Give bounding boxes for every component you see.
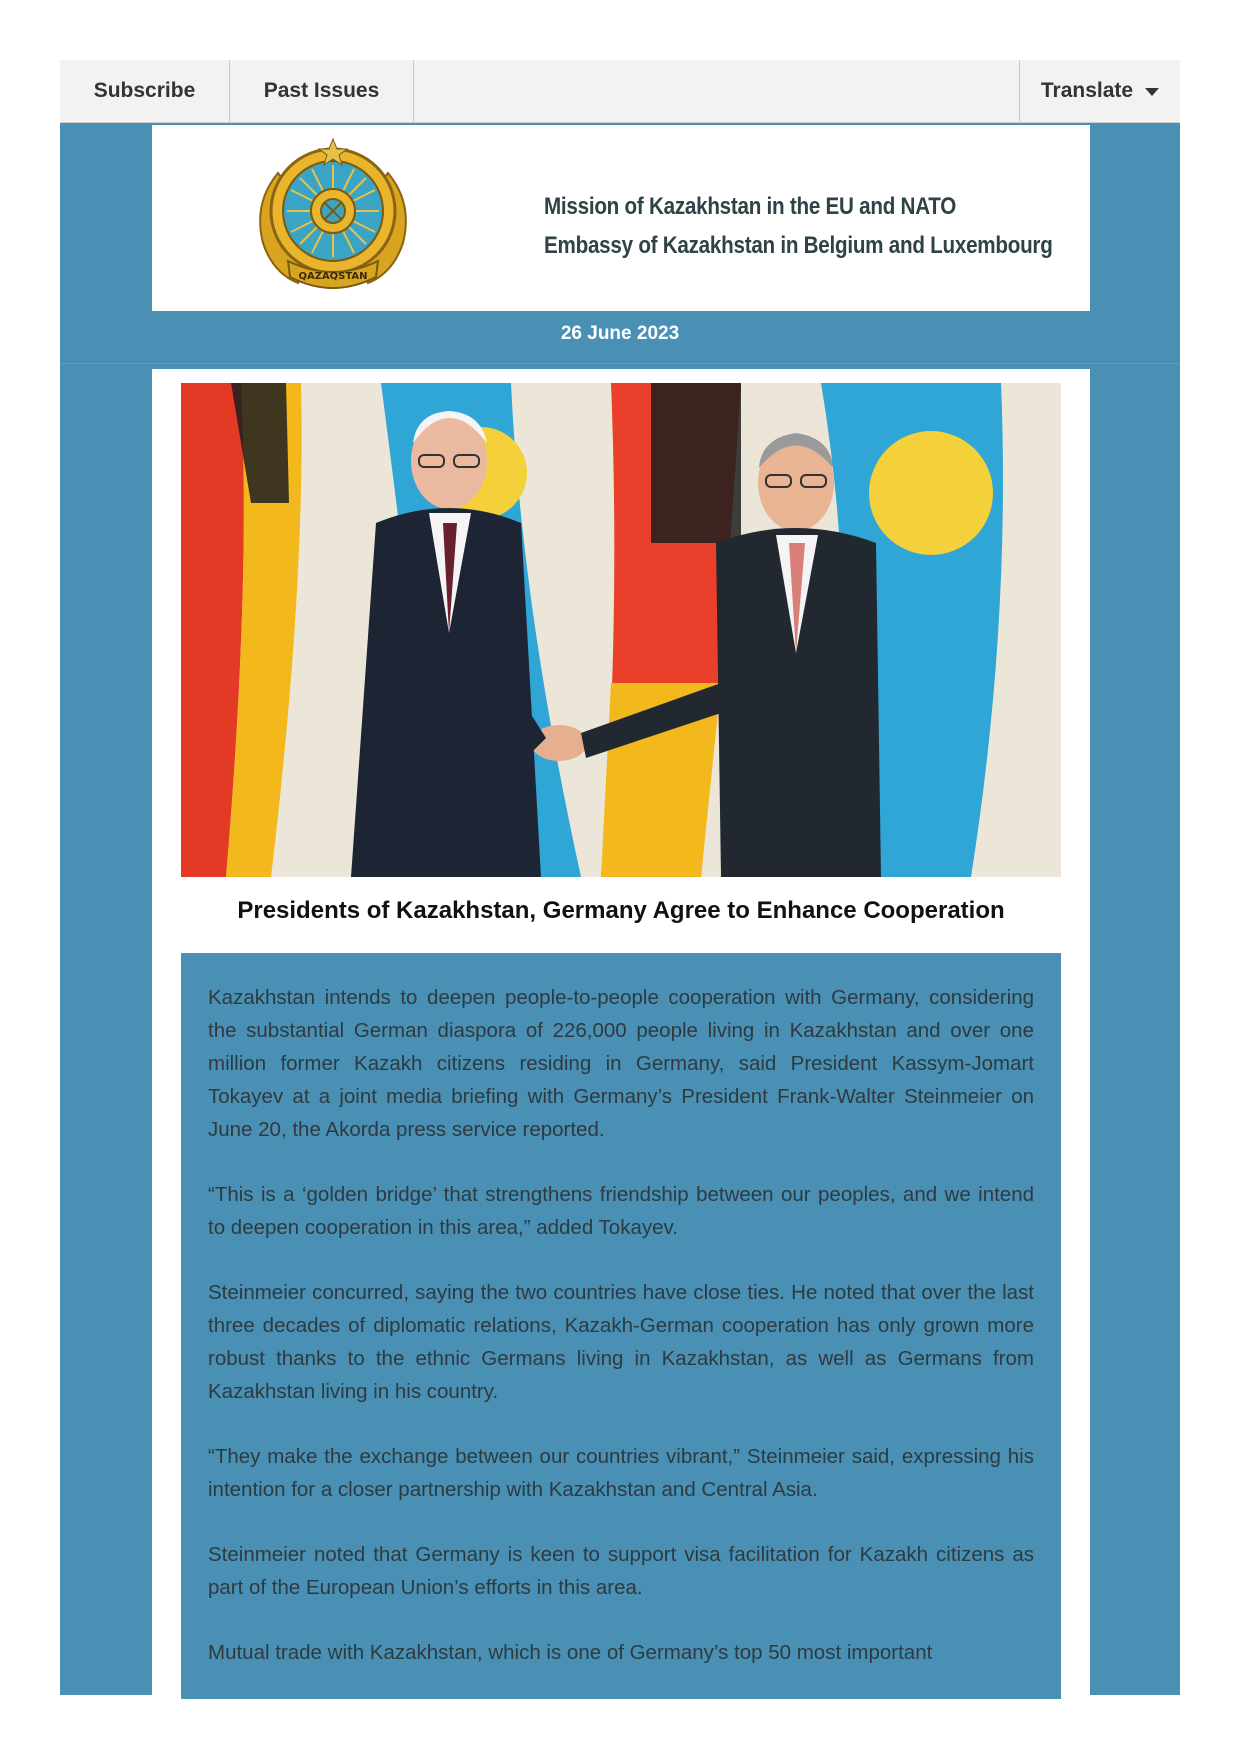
mission-title	[544, 187, 1053, 265]
article-paragraph: Steinmeier noted that Germany is keen to support visa facilitation for Kazakh citizens as part of the European Union’s efforts in this area.	[208, 1543, 1034, 1599]
emblem-ribbon-text: QAZAQSTAN	[298, 271, 368, 282]
article-card	[152, 369, 1090, 1699]
article-paragraph: Steinmeier concurred, saying the two countries have close ties. He noted that over the last three decades of diplomatic relations, Kazakh-German cooperation has only grown more robust thanks to the ethnic Germans living in Kazakhstan, as well as Germans from Kazakhstan living in his country.	[208, 1281, 1034, 1403]
article-paragraph: “This is a ‘golden bridge’ that strengthens friendship between our peoples, and we intend to deepen cooperation in this area,” added Tokayev.	[208, 1183, 1034, 1239]
article-paragraph: Mutual trade with Kazakhstan, which is one of Germany’s top 50 most important	[208, 1641, 933, 1664]
translate-dropdown[interactable]	[1019, 60, 1180, 122]
nav-spacer	[414, 60, 1019, 122]
presidents-handshake-photo	[181, 383, 1061, 877]
kazakhstan-emblem-logo	[248, 133, 418, 303]
article-body	[208, 981, 1034, 1699]
newsletter-frame	[60, 123, 1180, 1695]
article-paragraph: Kazakhstan intends to deepen people-to-people cooperation with Germany, considering the substantial German diaspora of 226,000 people living in Kazakhstan and over one million former Kazakh citizens residing in Germany, said President Kassym-Jomart Tokayev at a joint media briefing with Germany’s President Frank-Walter Steinmeier on June 20, the Akorda press service reported.	[208, 986, 1034, 1141]
mission-title-line-2: Embassy of Kazakhstan in Belgium and Luxembourg	[544, 232, 1053, 259]
article-paragraph: “They make the exchange between our countries vibrant,” Steinmeier said, expressing his intention for a closer partnership with Kazakhstan and Central Asia.	[208, 1445, 1034, 1501]
divider	[60, 363, 1180, 364]
translate-label: Translate	[1040, 79, 1134, 102]
top-nav-bar	[60, 60, 1180, 123]
issue-date: 26 June 2023	[560, 323, 680, 344]
subscribe-link[interactable]: Subscribe	[60, 60, 230, 122]
article-body-box	[181, 953, 1061, 1699]
mission-title-line-1: Mission of Kazakhstan in the EU and NATO	[544, 193, 957, 220]
past-issues-link[interactable]: Past Issues	[230, 60, 414, 122]
chevron-down-icon	[1145, 88, 1159, 96]
newsletter-header	[152, 125, 1090, 311]
article-headline: Presidents of Kazakhstan, Germany Agree to Enhance Cooperation	[237, 897, 1005, 924]
